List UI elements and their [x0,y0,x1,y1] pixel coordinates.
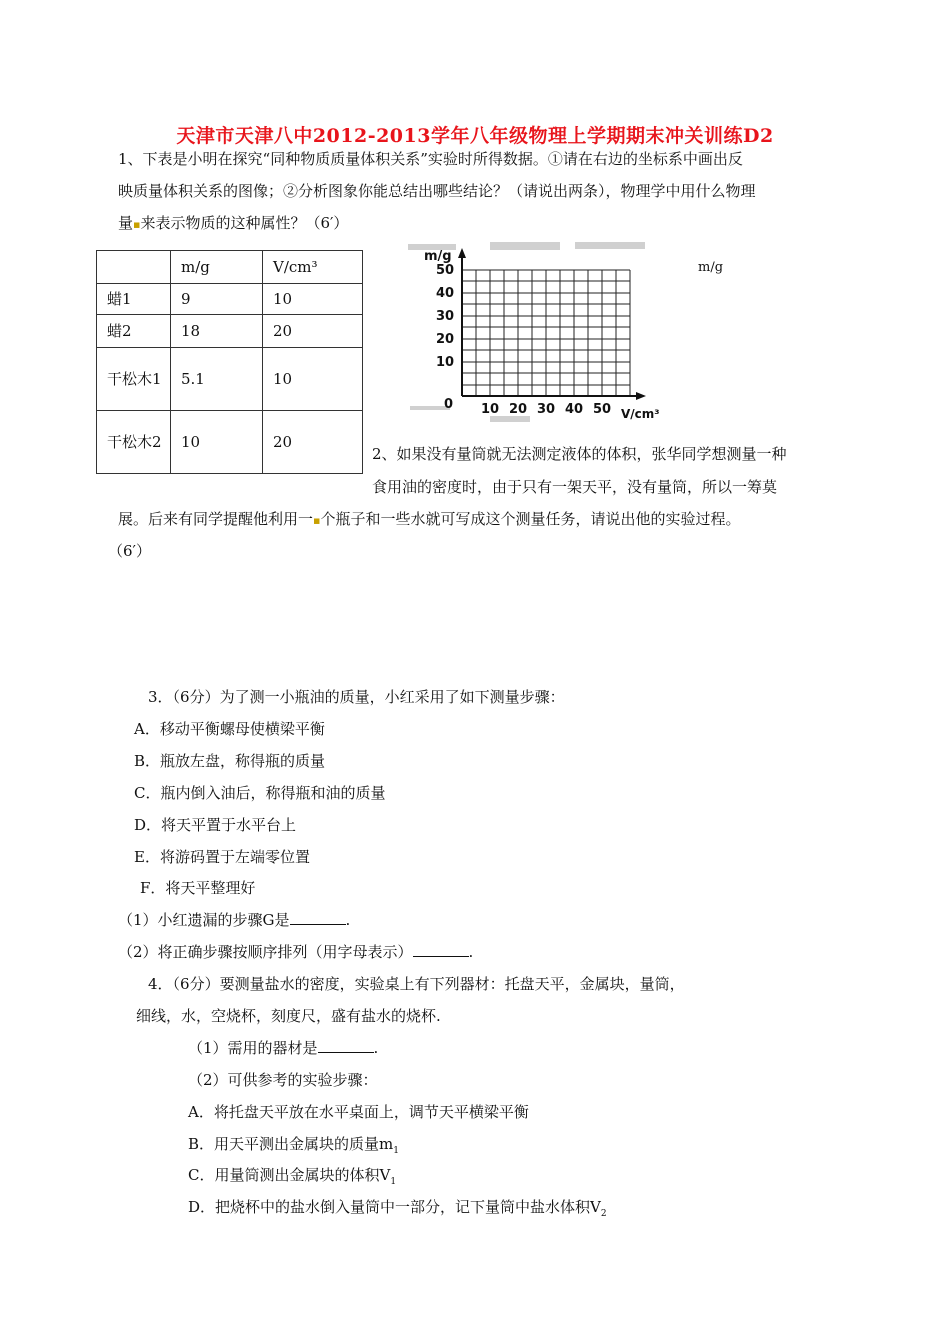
answer-blank[interactable] [290,923,346,925]
q3-step: B．瓶放左盘，称得瓶的质量 [134,752,326,770]
graph-y-tick: 30 [436,309,455,324]
table-cell: 10 [263,284,363,315]
answer-blank[interactable] [318,1051,374,1053]
graph-x-tick: 40 [565,402,584,417]
table-cell: 9 [171,284,263,315]
q4-sub-2: （2）可供参考的实验步骤： [188,1071,378,1089]
table-cell: 5.1 [171,348,263,411]
table-row [97,315,363,348]
table-header-cell: V/cm³ [263,251,363,284]
q3-step: F．将天平整理好 [140,879,256,897]
table-cell: 干松木2 [97,411,171,474]
q4-step: C．用量筒测出金属块的体积$V_1$ [188,1166,397,1187]
q2-line-1: 2、如果没有量筒就无法测定液体的体积，张华同学想测量一种 [372,445,787,463]
table-row [97,284,363,315]
graph-side-label: m/g [698,260,724,275]
graph-x-tick: 10 [481,402,500,417]
table-row [97,411,363,474]
graph-y-tick: 20 [436,332,455,347]
coordinate-graph [400,236,680,432]
table-cell: 18 [171,315,263,348]
table-header-row [97,251,363,284]
graph-y-label: m/g [424,249,452,264]
q3-step: A．移动平衡螺母使横梁平衡 [134,720,325,738]
q3-intro: 3．（6分）为了测一小瓶油的质量，小红采用了如下测量步骤： [148,688,565,706]
q3-sub-1: （1）小红遗漏的步骤G是 . [118,911,351,929]
graph-origin: 0 [444,397,454,412]
q2-line-2: 食用油的密度时，由于只有一架天平，没有量筒，所以一筹莫 [372,478,778,496]
table-cell: 蜡2 [97,315,171,348]
mark-dot: ▪ [133,218,141,231]
graph-x-tick: 50 [593,402,612,417]
answer-blank[interactable] [413,955,469,957]
page-title: 天津市天津八中2012-2013学年八年级物理上学期期末冲关训练D2 [176,125,774,147]
q4-line-2: 细线，水，空烧杯，刻度尺，盛有盐水的烧杯. [136,1007,441,1025]
graph-y-tick: 10 [436,355,455,370]
data-table [96,250,363,474]
q1-line-2: 映质量体积关系的图像；②分析图象你能总结出哪些结论？（请说出两条），物理学中用什么物理 [118,182,756,200]
q4-step: B．用天平测出金属块的质量$m_1$ [188,1135,399,1156]
table-header-cell: m/g [171,251,263,284]
q3-step: D．将天平置于水平台上 [134,816,297,834]
q2-line-3: 展。后来有同学提醒他利用一▪个瓶子和一些水就可写成这个测量任务，请说出他的实验过程。 [118,510,741,528]
q4-step: A．将托盘天平放在水平桌面上，调节天平横梁平衡 [188,1103,529,1121]
graph-x-tick: 20 [509,402,528,417]
q2-line-4: （6′） [108,542,151,560]
table-cell: 10 [263,348,363,411]
q4-line-1: 4．（6分）要测量盐水的密度，实验桌上有下列器材：托盘天平，金属块，量筒， [148,975,685,993]
table-cell: 干松木1 [97,348,171,411]
q3-step: E．将游码置于左端零位置 [134,848,310,866]
graph-y-tick: 50 [436,263,455,278]
q3-step: C．瓶内倒入油后，称得瓶和油的质量 [134,784,386,802]
table-header-cell [97,251,171,284]
q1-line-3: 量▪来表示物质的这种属性？（6′） [118,214,349,232]
mark-dot: ▪ [313,514,321,527]
q4-sub-1: （1）需用的器材是 . [188,1039,379,1057]
graph-x-label: V/cm³ [621,407,660,421]
grid-lines [462,270,630,396]
q3-sub-2: （2）将正确步骤按顺序排列（用字母表示） . [118,943,474,961]
q4-step: D．把烧杯中的盐水倒入量筒中一部分，记下量筒中盐水体积$V_2$ [188,1198,607,1219]
graph-x-tick: 30 [537,402,556,417]
graph-y-tick: 40 [436,286,455,301]
q1-line-1: 1、下表是小明在探究“同种物质质量体积关系”实验时所得数据。①请在右边的坐标系中画出反 [118,150,743,168]
table-cell: 20 [263,315,363,348]
table-row [97,348,363,411]
axes [458,248,646,400]
table-cell: 20 [263,411,363,474]
table-cell: 10 [171,411,263,474]
table-cell: 蜡1 [97,284,171,315]
